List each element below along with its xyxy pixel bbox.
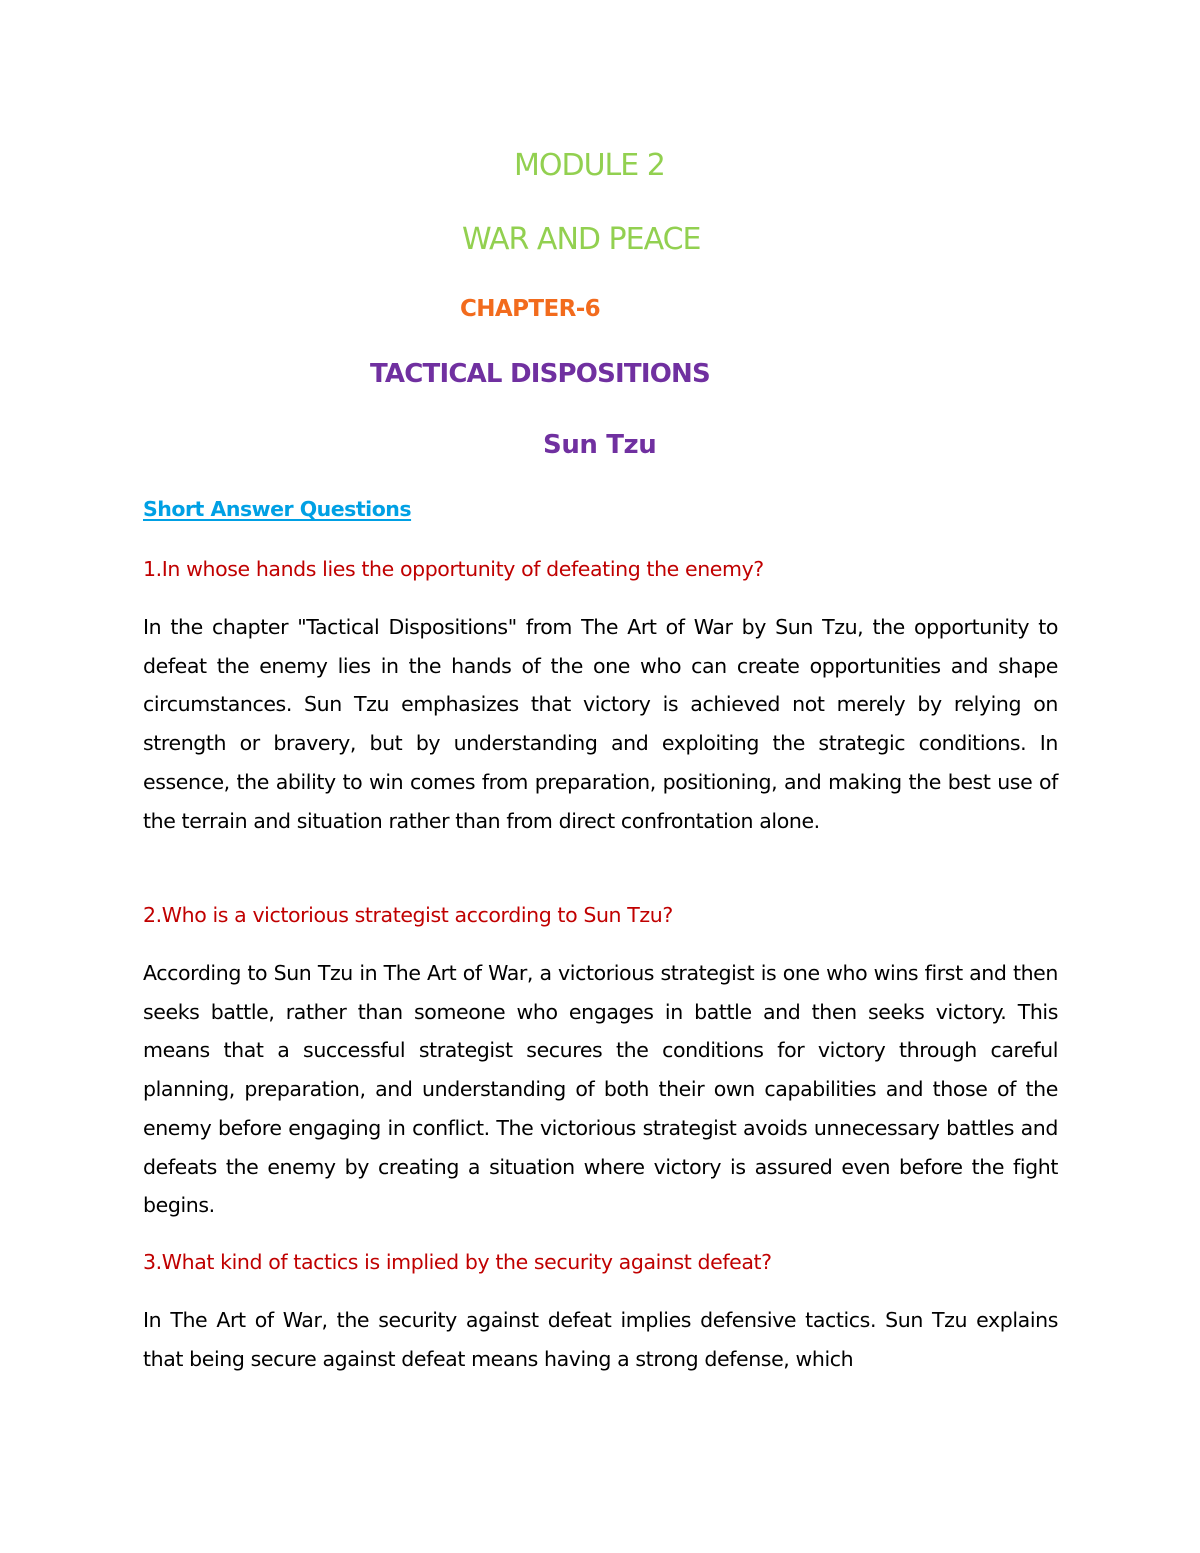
- question-1: 1.In whose hands lies the opportunity of defeating the enemy?: [143, 557, 764, 581]
- answer-3: In The Art of War, the security against defeat implies defensive tactics. Sun Tzu explains that being secure against defeat means having a strong defense, which: [143, 1308, 1058, 1371]
- chapter-title: TACTICAL DISPOSITIONS: [370, 359, 710, 389]
- module-title: MODULE 2: [514, 148, 665, 183]
- part-title: WAR AND PEACE: [462, 222, 701, 257]
- section-heading: Short Answer Questions: [143, 497, 412, 521]
- author-name: Sun Tzu: [543, 430, 657, 460]
- answer-1: In the chapter "Tactical Dispositions" from The Art of War by Sun Tzu, the opportunity to defeat the enemy lies in the hands of the one who can create opportunities and shape circumstances. Sun Tzu emphasizes that victory is achieved not merely by relying on strength or bravery, but by understanding and exploiting the strategic conditions. In essence, the ability to win comes from preparation, positioning, and making the best use of the terrain and situation rather than from direct confrontation alone.: [143, 615, 1058, 833]
- question-2: 2.Who is a victorious strategist according to Sun Tzu?: [143, 903, 673, 927]
- question-3: 3.What kind of tactics is implied by the security against defeat?: [143, 1250, 772, 1274]
- answer-2: According to Sun Tzu in The Art of War, a victorious strategist is one who wins first and then seeks battle, rather than someone who engages in battle and then seeks victory. This means that a successful strategist secures the conditions for victory through careful planning, preparation, and understanding of both their own capabilities and those of the enemy before engaging in conflict. The victorious strategist avoids unnecessary battles and defeats the enemy by creating a situation where victory is assured even before the fight begins.: [143, 961, 1058, 1218]
- chapter-number: CHAPTER-6: [460, 296, 601, 322]
